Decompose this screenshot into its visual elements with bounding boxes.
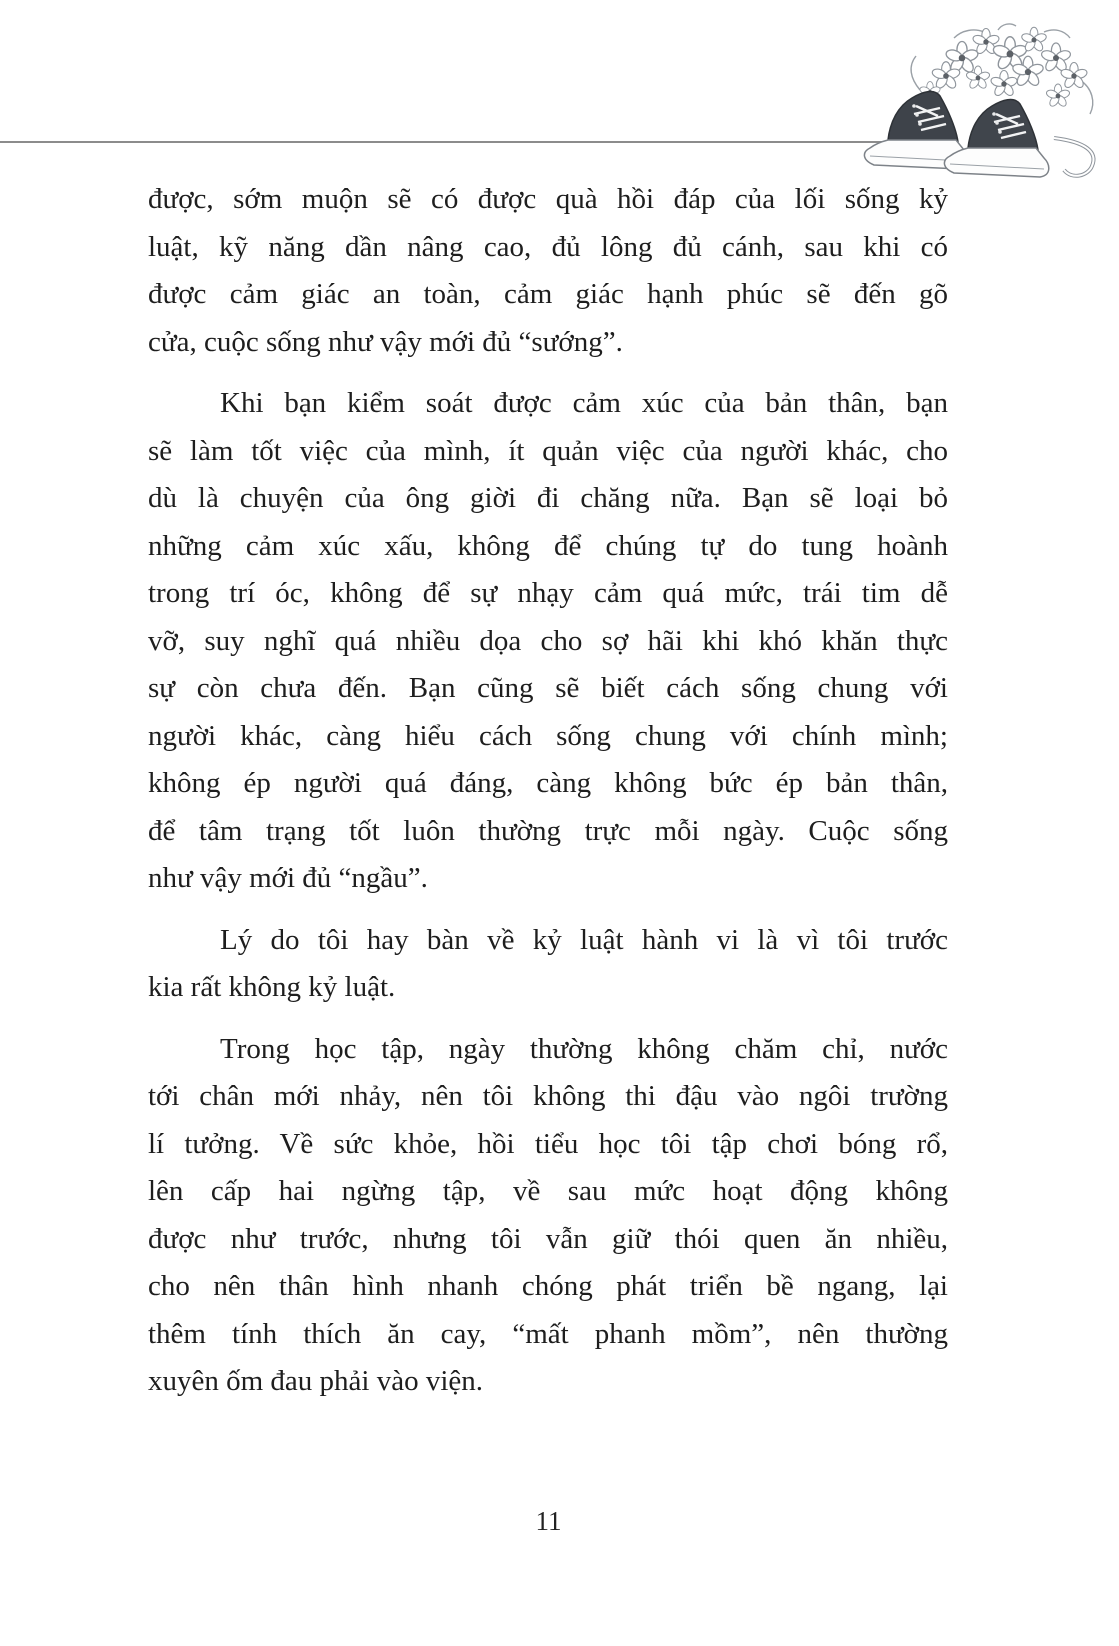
- text-line: người khác, càng hiểu cách sống chung với chính mình;: [148, 719, 948, 752]
- paragraph: [148, 176, 948, 366]
- header-rule: [0, 141, 916, 143]
- text-line: như vậy mới đủ “ngầu”.: [148, 862, 428, 894]
- text-line: không ép người quá đáng, càng không bức ép bản thân,: [148, 767, 948, 799]
- paragraph: [148, 380, 948, 903]
- text-line: để tâm trạng tốt luôn thường trực mỗi ngày. Cuộc sống: [148, 814, 948, 847]
- text-line: Trong học tập, ngày thường không chăm chỉ, nước: [220, 1032, 948, 1065]
- text-line: xuyên ốm đau phải vào viện.: [148, 1365, 484, 1397]
- text-line: được, sớm muộn sẽ có được quà hồi đáp của lối sống kỷ: [148, 183, 948, 215]
- text-line: lí tưởng. Về sức khỏe, hồi tiểu học tôi tập chơi bóng rổ,: [148, 1127, 948, 1160]
- text-line: luật, kỹ năng dần nâng cao, đủ lông đủ cánh, sau khi có: [148, 230, 948, 263]
- text-line: những cảm xúc xấu, không để chúng tự do tung hoành: [148, 529, 948, 562]
- sneakers-flowers-illustration: [858, 18, 1110, 186]
- text-line: tới chân mới nhảy, nên tôi không thi đậu vào ngôi trường: [148, 1080, 948, 1112]
- page-number: 11: [535, 1506, 562, 1536]
- text-line: Lý do tôi hay bàn về kỷ luật hành vi là vì tôi trước: [220, 923, 948, 956]
- text-block: [148, 176, 948, 1406]
- text-line: cửa, cuộc sống như vậy mới đủ “sướng”.: [148, 325, 623, 358]
- paragraph: [148, 1026, 948, 1406]
- sneakers-flowers-icon: [858, 18, 1110, 186]
- paragraph: [148, 917, 948, 1012]
- text-line: cho nên thân hình nhanh chóng phát triển bề ngang, lại: [148, 1270, 948, 1302]
- text-line: sẽ làm tốt việc của mình, ít quản việc của người khác, cho: [148, 434, 948, 467]
- text-line: thêm tính thích ăn cay, “mất phanh mồm”, nên thường: [148, 1317, 948, 1350]
- text-line: được như trước, nhưng tôi vẫn giữ thói quen ăn nhiều,: [148, 1222, 948, 1255]
- text-line: được cảm giác an toàn, cảm giác hạnh phúc sẽ đến gõ: [148, 278, 948, 310]
- text-line: lên cấp hai ngừng tập, về sau mức hoạt động không: [148, 1175, 948, 1207]
- text-line: kia rất không kỷ luật.: [148, 971, 396, 1003]
- text-line: trong trí óc, không để sự nhạy cảm quá mức, trái tim dễ: [148, 577, 948, 609]
- text-line: sự còn chưa đến. Bạn cũng sẽ biết cách sống chung với: [148, 672, 948, 704]
- text-line: dù là chuyện của ông giời đi chăng nữa. Bạn sẽ loại bỏ: [148, 482, 948, 514]
- text-line: Khi bạn kiểm soát được cảm xúc của bản thân, bạn: [220, 387, 948, 419]
- text-line: vỡ, suy nghĩ quá nhiều dọa cho sợ hãi khi khó khăn thực: [148, 624, 948, 657]
